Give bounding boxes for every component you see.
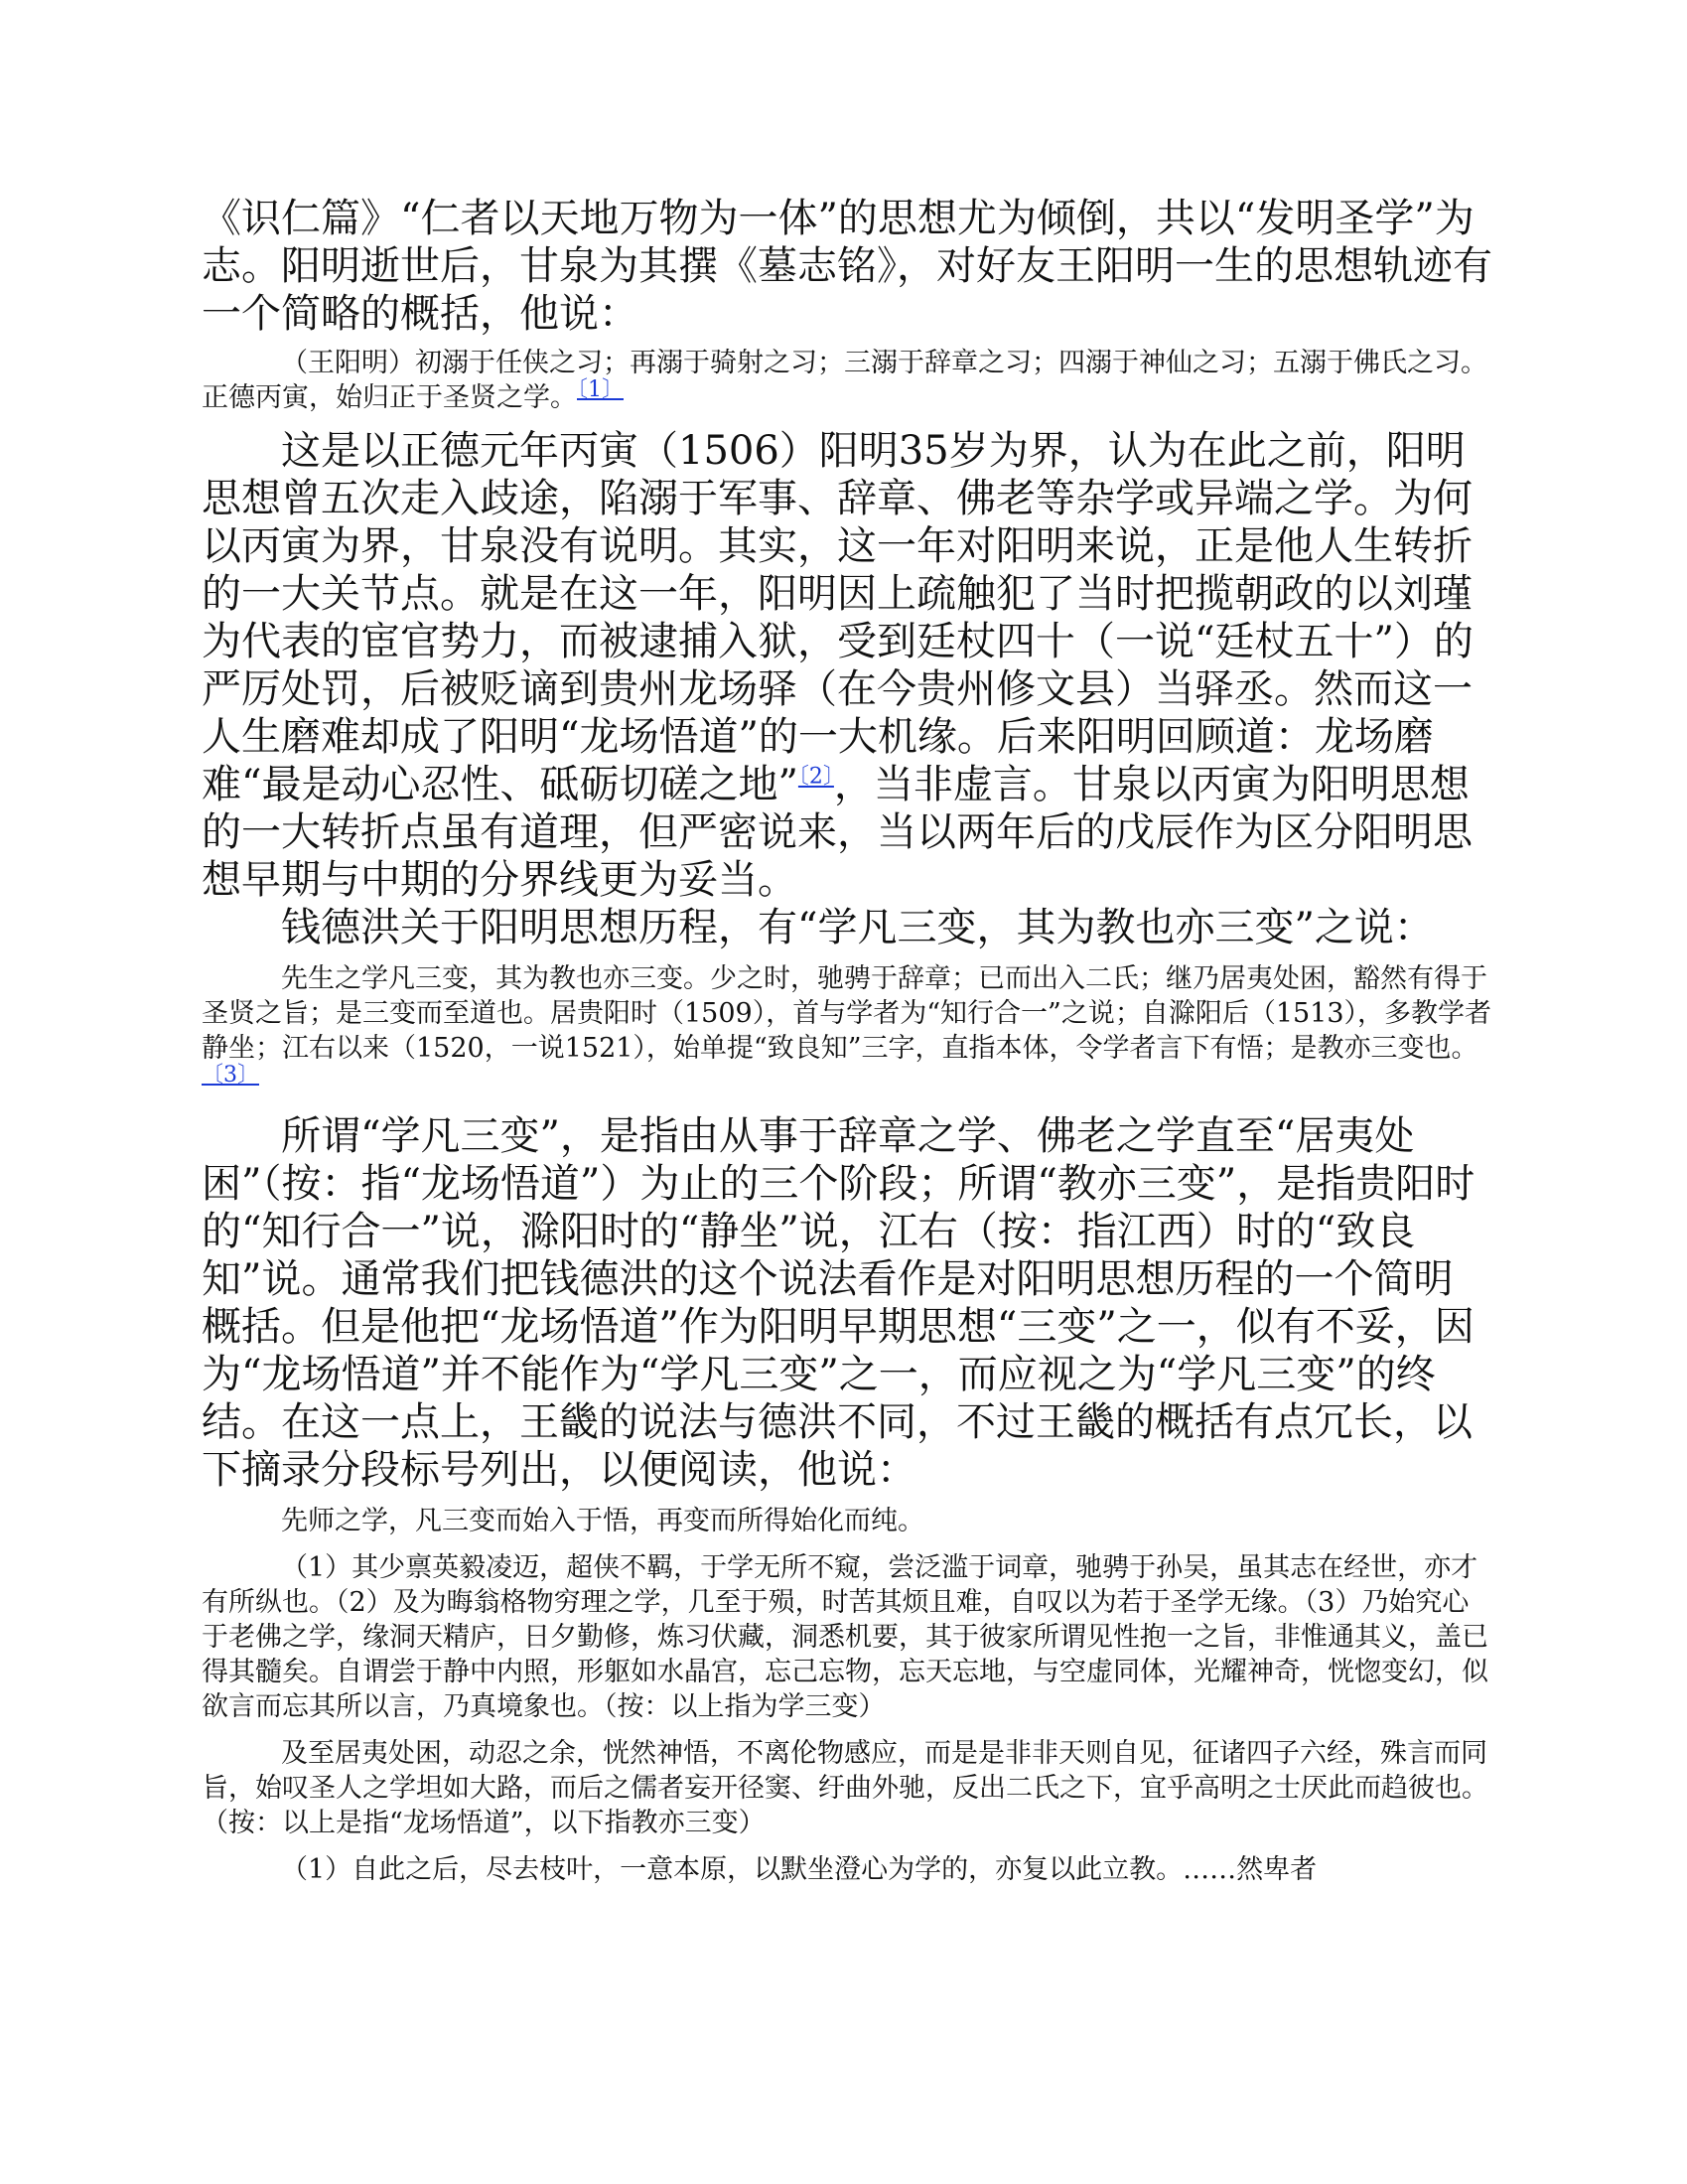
quote-wang-ji-part2: 及至居夷处困，动忍之余，恍然神悟，不离伦物感应，而是是非非天则自见，征诸四子六经，殊言而同旨，始叹圣人之学坦如大路，而后之儒者妄开径窦、纡曲外驰，反出二氏之下，宜乎高明之士厌此而趋彼也。（按：以上是指“龙场悟道”，以下指教亦三变）: [202, 1738, 1488, 1838]
document-page: [202, 195, 1492, 1899]
paragraph-three-changes: 所谓“学凡三变”，是指由从事于辞章之学、佛老之学直至“居夷处困”（按：指“龙场悟道”）为止的三个阶段；所谓“教亦三变”，是指贵阳时的“知行合一”说，滁阳时的“静坐”说，江右（按：指江西）时的“致良知”说。通常我们把钱德洪的这个说法看作是对阳明思想历程的一个简明概括。但是他把“龙场悟道”作为阳明早期思想“三变”之一，似有不妥，因为“龙场悟道”并不能作为“学凡三变”之一，而应视之为“学凡三变”的终结。在这一点上，王畿的说法与德洪不同，不过王畿的概括有点冗长，以下摘录分段标号列出，以便阅读，他说：: [202, 1113, 1476, 1493]
footnote-link-2[interactable]: 〔2〕: [797, 764, 834, 790]
quote-wang-ji-part1: （1）其少禀英毅凌迈，超侠不羁，于学无所不窥，尝泛滥于词章，驰骋于孙吴，虽其志在经世，亦才有所纵也。（2）及为晦翁格物穷理之学，几至于殒，时苦其烦且难，自叹以为若于圣学无缘。（3）乃始究心于老佛之学，缘洞天精庐，日夕勤修，炼习伏藏，洞悉机要，其于彼家所谓见性抱一之旨，非惟通其义，盖已得其髓矣。自谓尝于静中内照，形躯如水晶宫，忘己忘物，忘天忘地，与空虚同体，光耀神奇，恍惚变幻，似欲言而忘其所以言，乃真境象也。（按：以上指为学三变）: [202, 1552, 1488, 1722]
quote-text: （王阳明）初溺于任侠之习；再溺于骑射之习；三溺于辞章之习；四溺于神仙之习；五溺于佛氏之习。正德丙寅，始归正于圣贤之学。: [202, 348, 1487, 413]
paragraph-intro: 《识仁篇》“仁者以天地万物为一体”的思想尤为倾倒，共以“发明圣学”为志。阳明逝世后，甘泉为其撰《墓志铭》，对好友王阳明一生的思想轨迹有一个简略的概括，他说：: [202, 196, 1492, 337]
paragraph-qian-dehong: 钱德洪关于阳明思想历程，有“学凡三变，其为教也亦三变”之说：: [281, 905, 1434, 950]
quote-qian-dehong: [202, 961, 1492, 1100]
paragraph-analysis: [202, 427, 1492, 904]
quote-wang-ji-part3: （1）自此之后，尽去枝叶，一意本原，以默坐澄心为学的，亦复以此立教。……然卑者: [281, 1854, 1318, 1885]
paragraph-text-continued: ，当非虚言。甘泉以丙寅为阳明思想的一大转折点虽有道理，但严密说来，当以两年后的戊辰作为区分阳明思想早期与中期的分界线更为妥当。: [202, 762, 1473, 903]
quote-zhan-ruoshui: [202, 346, 1492, 415]
paragraph-text: 这是以正德元年丙寅（1506）阳明35岁为界，认为在此之前，阳明思想曾五次走入歧途，陷溺于军事、辞章、佛老等杂学或异端之学。为何以丙寅为界，甘泉没有说明。其实，这一年对阳明来说，正是他人生转折的一大关节点。就是在这一年，阳明因上疏触犯了当时把揽朝政的以刘瑾为代表的宦官势力，而被逮捕入狱，受到廷杖四十（一说“廷杖五十”）的严厉处罚，后被贬谪到贵州龙场驿（在今贵州修文县）当驿丞。然而这一人生磨难却成了阳明“龙场悟道”的一大机缘。后来阳明回顾道：龙场磨难“最是动心忍性、砥砺切磋之地”: [202, 428, 1474, 807]
footnote-link-1[interactable]: 〔1〕: [577, 377, 624, 402]
quote-text: 先生之学凡三变，其为教也亦三变。少之时，驰骋于辞章；已而出入二氏；继乃居夷处困，豁然有得于圣贤之旨；是三变而至道也。居贵阳时（1509），首与学者为“知行合一”之说；自滁阳后（1513），多教学者静坐；江右以来（1520，一说1521），始单提“致良知”三字，直指本体，令学者言下有悟；是教亦三变也。: [202, 963, 1492, 1064]
quote-wang-ji-intro: 先师之学，凡三变而始入于悟，再变而所得始化而纯。: [281, 1506, 924, 1536]
footnote-link-3[interactable]: 〔3〕: [202, 1063, 259, 1088]
